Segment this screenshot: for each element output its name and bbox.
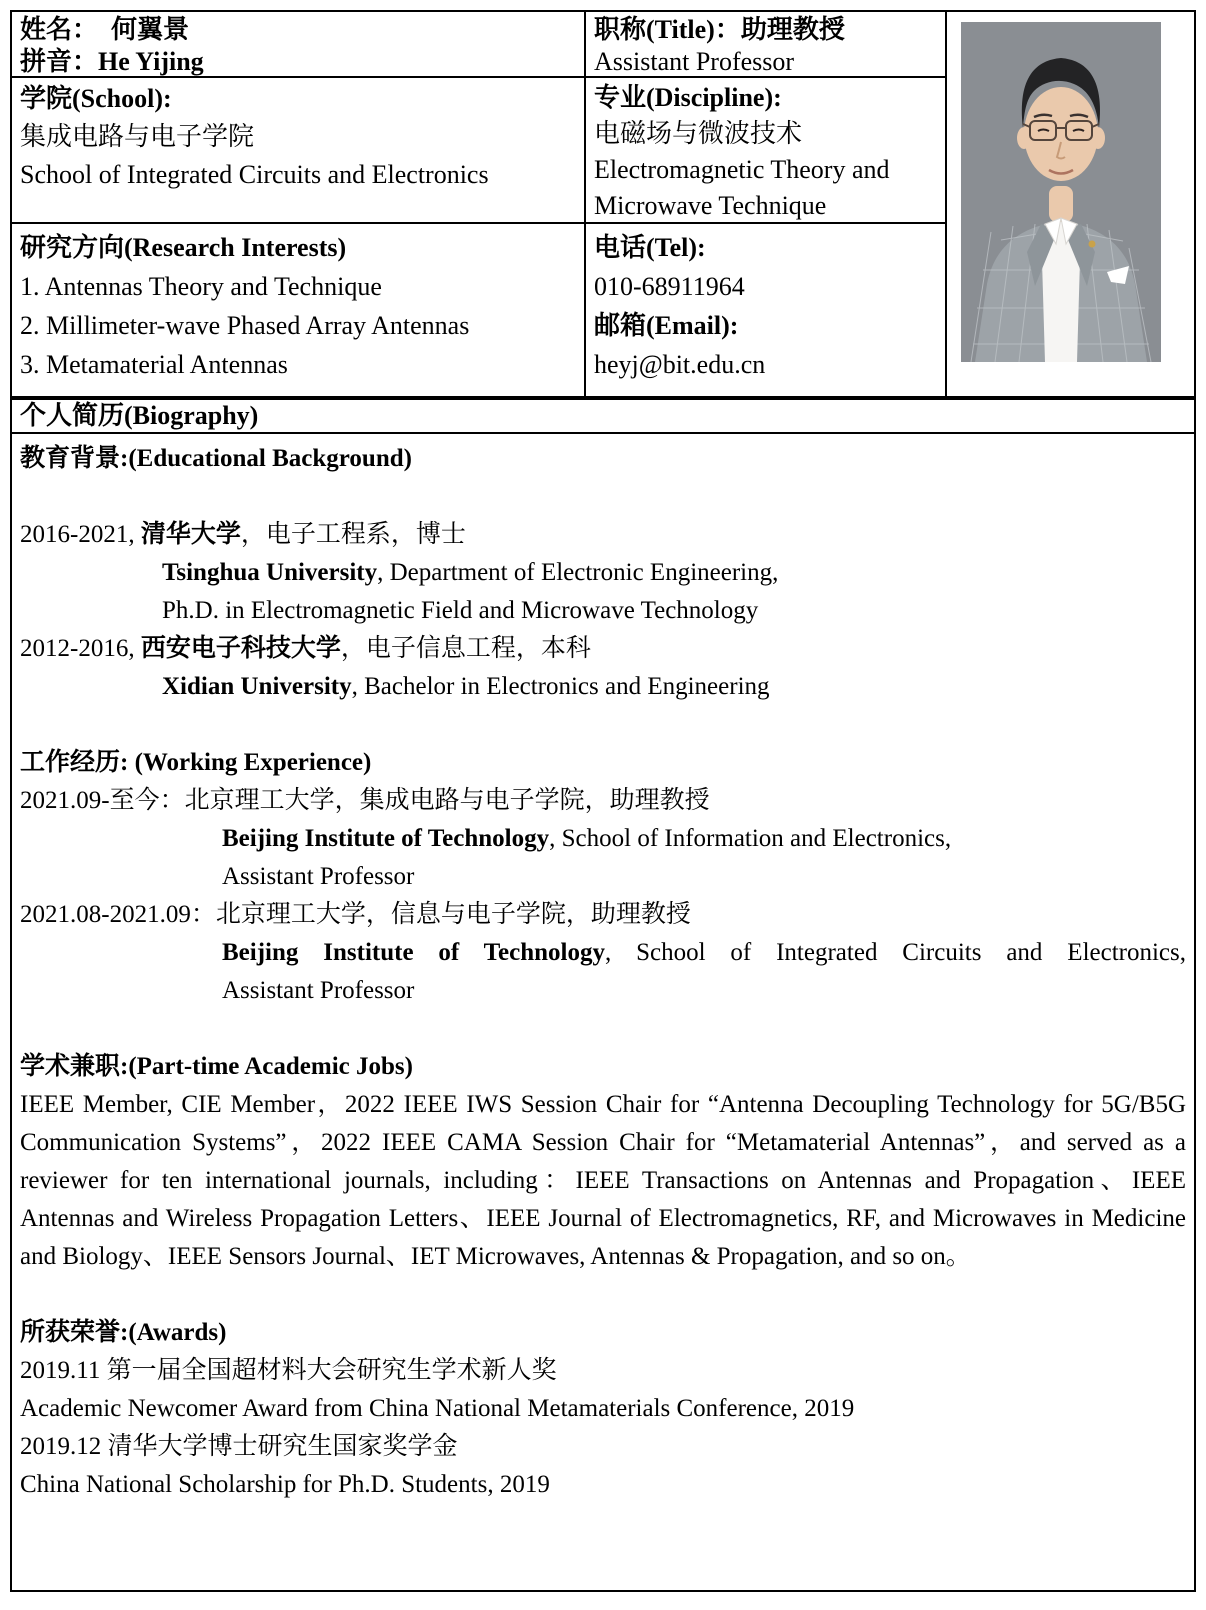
bio-text-segment: 西安电子科技大学 xyxy=(140,635,341,662)
biography-body xyxy=(10,434,1196,1592)
bio-blank-line xyxy=(20,1276,1186,1314)
bio-text-segment: Tsinghua University xyxy=(162,559,378,586)
bio-text-segment: Assistant Professor xyxy=(222,863,415,890)
bio-line xyxy=(20,1352,1186,1390)
title-cell xyxy=(586,12,947,78)
research-interests-cell xyxy=(12,224,586,396)
bio-text-segment: 学术兼职:(Part-time Academic Jobs) xyxy=(20,1053,413,1080)
bio-text-segment: Xidian University xyxy=(162,673,352,700)
pinyin-line: 拼音：He Yijing xyxy=(20,47,204,76)
email-value: heyj@bit.edu.cn xyxy=(594,350,766,379)
research-item-3: 3. Metamaterial Antennas xyxy=(20,350,288,379)
bio-line xyxy=(20,782,1186,820)
bio-text-segment: ，电子工程系，博士 xyxy=(240,521,466,548)
discipline-cell xyxy=(586,78,947,224)
bio-line xyxy=(20,934,1186,972)
bio-line xyxy=(20,630,1186,668)
bio-text-segment: 2012-2016, xyxy=(20,635,141,662)
biography-header: 个人简历(Biography) xyxy=(10,398,1196,434)
bio-line xyxy=(20,972,1186,1010)
bio-line xyxy=(20,1314,1186,1352)
title-label: 职称(Title)：助理教授 xyxy=(594,15,845,44)
discipline-zh: 电磁场与微波技术 xyxy=(594,119,803,148)
profile-table xyxy=(10,10,1196,398)
bio-line xyxy=(20,1428,1186,1466)
bio-text-segment: 2019.12 清华大学博士研究生国家奖学金 xyxy=(20,1433,458,1460)
bio-text-segment: Ph.D. in Electromagnetic Field and Microwave Technology xyxy=(162,597,759,624)
bio-text-segment: Beijing Institute of Technology xyxy=(222,939,605,966)
bio-line xyxy=(20,668,1186,706)
bio-text-segment: 2016-2021, xyxy=(20,521,141,548)
portrait-photo-image xyxy=(961,22,1161,362)
tel-value: 010-68911964 xyxy=(594,272,745,301)
bio-text-segment: 教育背景:(Educational Background) xyxy=(20,445,412,472)
bio-text-segment: , Bachelor in Electronics and Engineering xyxy=(351,673,770,700)
bio-text-segment: , School of Information and Electronics, xyxy=(549,825,952,852)
bio-line xyxy=(20,858,1186,896)
school-label: 学院(School): xyxy=(20,84,172,113)
bio-text-segment: , School of Integrated Circuits and Electronics, xyxy=(604,939,1187,966)
bio-line xyxy=(20,1086,1186,1276)
research-item-1: 1. Antennas Theory and Technique xyxy=(20,272,382,301)
bio-text-segment: 2021.09-至今：北京理工大学，集成电路与电子学院，助理教授 xyxy=(20,787,710,814)
bio-text-segment: IEEE Member, CIE Member，2022 IEEE IWS Session Chair for “Antenna Decoupling Technology for 5G/B5G Communication Systems”，2022 IEEE CAMA Session Chair for “Metamaterial Antennas”，and served as a reviewer for ten international journals, including：IEEE Transactions on Antennas and Propagation、IEEE Antennas and Wireless Propagation Letters、IEEE Journal of Electromagnetics, RF, and Microwaves in Medicine and Biology、IEEE Sensors Journal、IET Microwaves, Antennas & Propagation, and so on。 xyxy=(20,1091,1186,1270)
bio-line xyxy=(20,1048,1186,1086)
school-en: School of Integrated Circuits and Electronics xyxy=(20,160,489,189)
portrait-photo xyxy=(947,12,1194,396)
bio-text-segment: Academic Newcomer Award from China National Metamaterials Conference, 2019 xyxy=(20,1395,855,1422)
bio-text-segment: ，电子信息工程，本科 xyxy=(340,635,591,662)
bio-text-segment: 2019.11 第一届全国超材料大会研究生学术新人奖 xyxy=(20,1357,557,1384)
bio-line xyxy=(20,744,1186,782)
title-en: Assistant Professor xyxy=(594,47,795,76)
bio-line xyxy=(20,554,1186,592)
discipline-label: 专业(Discipline): xyxy=(594,83,782,112)
contact-cell xyxy=(586,224,947,396)
bio-line xyxy=(20,516,1186,554)
bio-text-segment: , Department of Electronic Engineering, xyxy=(377,559,779,586)
discipline-en-line2: Microwave Technique xyxy=(594,191,827,220)
bio-line xyxy=(20,440,1186,478)
research-label: 研究方向(Research Interests) xyxy=(20,233,347,262)
bio-text-segment: Assistant Professor xyxy=(222,977,415,1004)
bio-text-segment: Beijing Institute of Technology xyxy=(222,825,550,852)
school-zh: 集成电路与电子学院 xyxy=(20,122,255,151)
bio-line xyxy=(20,592,1186,630)
photo-face xyxy=(1024,87,1098,181)
bio-line xyxy=(20,820,1186,858)
bio-text-segment: 清华大学 xyxy=(140,521,241,548)
bio-line xyxy=(20,896,1186,934)
name-line: 姓名： 何翼景 xyxy=(20,15,190,44)
bio-text-segment: 工作经历: (Working Experience) xyxy=(20,749,372,776)
photo-neck xyxy=(1049,186,1073,222)
email-label: 邮箱(Email): xyxy=(594,311,739,340)
bio-line xyxy=(20,1390,1186,1428)
bio-blank-line xyxy=(20,478,1186,516)
faculty-profile-page xyxy=(10,10,1196,1592)
name-cell xyxy=(12,12,586,78)
photo-lapel-pin xyxy=(1089,241,1096,248)
tel-label: 电话(Tel): xyxy=(594,233,706,262)
bio-text-segment: China National Scholarship for Ph.D. Students, 2019 xyxy=(20,1471,550,1498)
bio-blank-line xyxy=(20,1010,1186,1048)
research-item-2: 2. Millimeter-wave Phased Array Antennas xyxy=(20,311,470,340)
school-cell xyxy=(12,78,586,224)
bio-blank-line xyxy=(20,706,1186,744)
discipline-en-line1: Electromagnetic Theory and xyxy=(594,155,890,184)
bio-text-segment: 所获荣誉:(Awards) xyxy=(20,1319,227,1346)
bio-line xyxy=(20,1466,1186,1504)
bio-text-segment: 2021.08-2021.09：北京理工大学，信息与电子学院，助理教授 xyxy=(20,901,691,928)
